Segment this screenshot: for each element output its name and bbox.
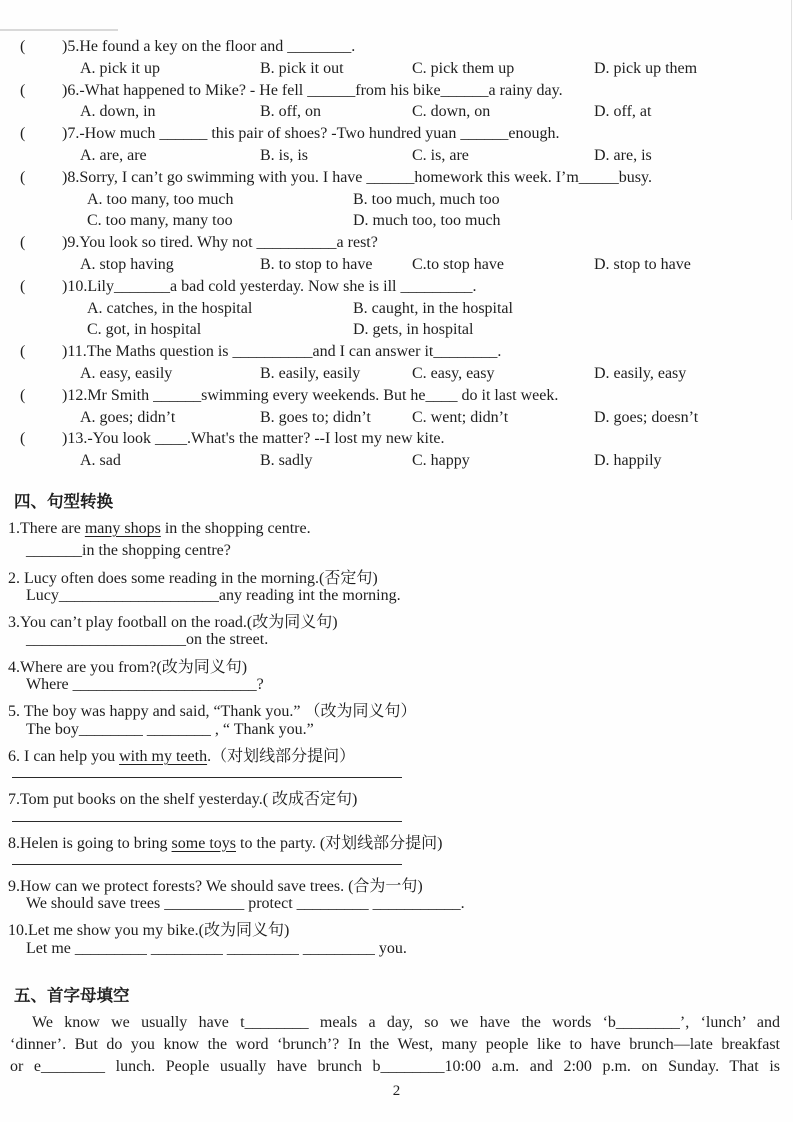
answer-blank-line [12,765,402,778]
answer-bracket: ( [20,343,26,361]
rewrite-item-line1: 5. The boy was happy and said, “Thank you.” （改为同义句） [8,703,417,721]
answer-bracket: ( [20,168,26,186]
cloze-paragraph-line: or e________ lunch. People usually have brunch b________10:00 a.m. and 2:00 p.m. on Sunday. That is [10,1057,780,1075]
mcq-options-row [0,300,793,322]
option-c: C. went; didn’t [412,408,509,426]
option-b: B. off, on [260,103,322,121]
mcq-options-row [0,147,793,169]
mcq-options-row [0,191,793,213]
rewrite-item-answer: We should save trees __________ protect _________ ___________. [26,895,465,913]
scan-artifact [0,29,118,31]
mcq-question-stem [0,82,793,104]
option-b: B. sadly [260,452,313,470]
page-number: 2 [392,1083,401,1099]
mcq-question-stem [0,125,793,147]
sentence-transformation-section [0,488,793,962]
option-a: A. pick it up [80,59,160,77]
question-stem: )8.Sorry, I can’t go swimming with you. I have ______homework this week. I’m_____busy. [62,168,652,186]
answer-blank-line [12,809,402,822]
question-stem: )11.The Maths question is __________and I can answer it________. [62,343,502,361]
option-a: A. sad [80,452,121,470]
rewrite-item-answer: _______in the shopping centre? [26,542,231,560]
question-stem: )6.-What happened to Mike? - He fell ______from his bike______a rainy day. [62,81,563,99]
answer-bracket: ( [20,430,26,448]
option-b: B. too much, much too [353,190,500,208]
option-a: A. stop having [80,255,174,273]
option-b: B. pick it out [260,59,344,77]
option-d: D. much too, too much [353,212,501,230]
mcq-options-row [0,256,793,278]
option-c: C.to stop have [412,255,504,273]
mcq-options-row [0,60,793,82]
mcq-options-row [0,212,793,234]
option-c: C. pick them up [412,59,515,77]
rewrite-item-answer: Lucy____________________any reading int the morning. [26,586,401,604]
rewrite-item-line1: 3.You can’t play football on the road.(改为同义句) [8,614,338,632]
option-b: B. caught, in the hospital [353,299,513,317]
cloze-paragraph [10,1012,780,1078]
option-c: C. down, on [412,103,491,121]
option-d: D. stop to have [594,255,691,273]
option-b: B. to stop to have [260,255,373,273]
rewrite-item-line1: 10.Let me show you my bike.(改为同义句) [8,922,290,940]
rewrite-item-line1: 8.Helen is going to bring some toys to the party. (对划线部分提问) [8,834,443,852]
option-b: B. is, is [260,146,309,164]
mcq-question-stem [0,169,793,191]
multiple-choice-section [0,0,793,474]
option-d: D. easily, easy [594,364,687,382]
rewrite-item-answer: The boy________ ________ , “ Thank you.” [26,720,314,738]
option-d: D. goes; doesn’t [594,408,699,426]
option-d: D. gets, in hospital [353,321,474,339]
option-a: A. catches, in the hospital [87,299,253,317]
question-stem: )7.-How much ______ this pair of shoes? -Two hundred yuan ______enough. [62,125,560,143]
mcq-question-stem [0,387,793,409]
answer-bracket: ( [20,386,26,404]
option-b: B. easily, easily [260,364,361,382]
first-letter-cloze-section [0,982,793,1078]
rewrite-item-answer: ____________________on the street. [26,631,269,649]
question-stem: )10.Lily_______a bad cold yesterday. Now she is ill _________. [62,277,477,295]
rewrite-item-line1: 2. Lucy often does some reading in the morning.(否定句) [8,569,378,587]
mcq-options-row [0,452,793,474]
mcq-options-row [0,321,793,343]
rewrite-item-answer: Where _______________________? [26,676,264,694]
option-a: A. too many, too much [87,190,234,208]
option-c: C. got, in hospital [87,321,202,339]
question-stem: )12.Mr Smith ______swimming every weekends. But he____ do it last week. [62,386,559,404]
mcq-question-stem [0,430,793,452]
mcq-question-stem [0,38,793,60]
mcq-options-row [0,103,793,125]
option-d: D. pick up them [594,59,698,77]
underlined-phrase: with my teeth [119,747,208,765]
answer-bracket: ( [20,277,26,295]
answer-bracket: ( [20,234,26,252]
section-title: 五、首字母填空 [14,985,130,1005]
option-a: A. down, in [80,103,156,121]
answer-bracket: ( [20,38,26,55]
option-c: C. easy, easy [412,364,495,382]
rewrite-item-line1: 4.Where are you from?(改为同义句) [8,658,248,676]
mcq-question-stem [0,278,793,300]
section-title: 四、句型转换 [14,491,113,511]
option-d: D. are, is [594,146,652,164]
option-a: A. easy, easily [80,364,173,382]
question-stem: )5.He found a key on the floor and ________. [62,38,356,55]
option-c: C. is, are [412,146,469,164]
mcq-options-row [0,365,793,387]
option-a: A. goes; didn’t [80,408,176,426]
option-b: B. goes to; didn’t [260,408,371,426]
rewrite-item-line1: 9.How can we protect forests? We should save trees. (合为一句) [8,877,423,895]
cloze-paragraph-line: ‘dinner’. But do you know the word ‘brunch’? In the West, many people like to have brunch—late breakfast [10,1035,780,1053]
rewrite-item-line1: 1.There are many shops in the shopping centre. [8,519,311,537]
cloze-paragraph-line: We know we usually have t________ meals a day, so we have the words ‘b________’, ‘lunch’ and [32,1013,780,1031]
underlined-phrase: some toys [171,834,236,852]
option-a: A. are, are [80,146,147,164]
answer-blank-line [12,852,402,865]
rewrite-item-answer: Let me _________ _________ _________ _________ you. [26,939,407,957]
option-c: C. too many, many too [87,212,233,230]
option-d: D. off, at [594,103,652,121]
mcq-options-row [0,409,793,431]
mcq-question-stem [0,234,793,256]
answer-bracket: ( [20,81,26,99]
underlined-phrase: many shops [84,519,161,537]
option-c: C. happy [412,452,470,470]
question-stem: )13.-You look ____.What's the matter? --I lost my new kite. [62,430,445,448]
question-stem: )9.You look so tired. Why not __________a rest? [62,234,378,252]
rewrite-item-line1: 6. I can help you with my teeth.（对划线部分提问） [8,747,356,765]
mcq-question-stem [0,343,793,365]
rewrite-item-line1: 7.Tom put books on the shelf yesterday.( 改成否定句) [8,791,358,809]
option-d: D. happily [594,452,662,470]
answer-bracket: ( [20,125,26,143]
